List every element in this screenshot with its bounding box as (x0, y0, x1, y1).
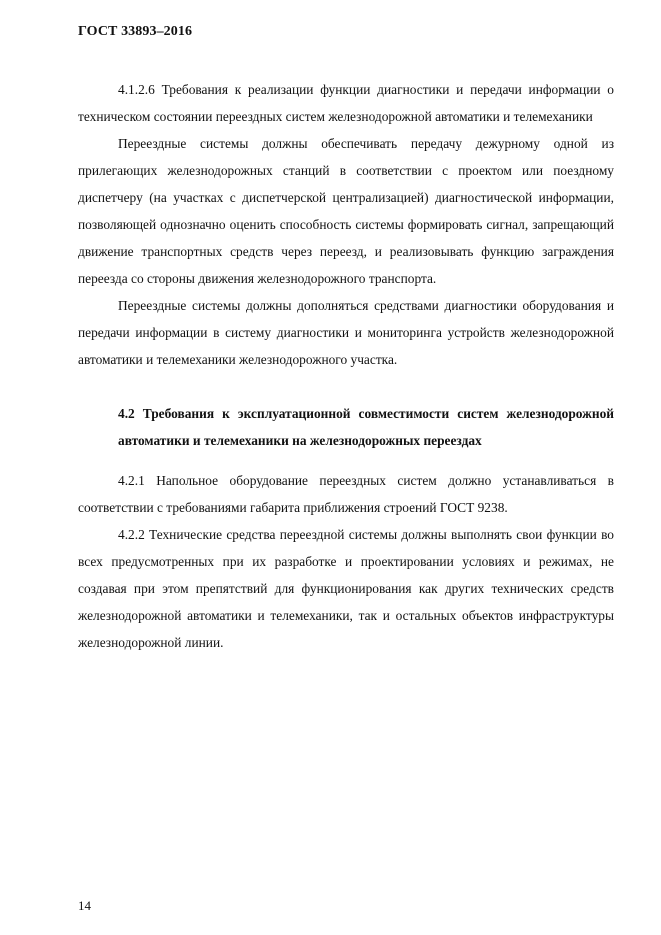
page-number: 14 (78, 898, 91, 913)
section-spacer (78, 373, 614, 400)
clause-4-2-2: 4.2.2 Технические средства переездной системы должны выполнять свои функции во всех предусмотренных при их разработке и проектировании условиях и режимах, не создавая при этом препятствий для функционирования как других технических средств железнодорожной автоматики и телемеханики, так и остальных объектов инфраструктуры железнодорожной линии. (78, 527, 614, 650)
document-header: ГОСТ 33893–2016 (78, 24, 193, 39)
section-spacer (78, 454, 614, 467)
page-body (78, 76, 614, 656)
clause-4-1-2-6-paragraph-2: Переездные системы должны дополняться средствами диагностики оборудования и передачи информации в систему диагностики и мониторинга устройств железнодорожной автоматики и телемеханики железнодорожного участка. (78, 298, 614, 367)
section-4-2-heading: 4.2 Требования к эксплуатационной совместимости систем железнодорожной автоматики и телемеханики на железнодорожных переездах (118, 406, 614, 448)
clause-4-2-1: 4.2.1 Напольное оборудование переездных систем должно устанавливаться в соответствии с требованиями габарита приближения строений ГОСТ 9238. (78, 473, 614, 515)
clause-4-1-2-6-title: 4.1.2.6 Требования к реализации функции диагностики и передачи информации о техническом состоянии переездных систем железнодорожной автоматики и телемеханики (78, 82, 614, 124)
clause-4-1-2-6-paragraph-1: Переездные системы должны обеспечивать передачу дежурному одной из прилегающих железнодорожных станций в соответствии с проектом или поездному диспетчеру (на участках с диспетчерской централизацией) диагностической информации, позволяющей однозначно оценить способность системы формировать сигнал, запрещающий движение транспортных средств через переезд, и реализовывать функцию заграждения переезда со стороны движения железнодорожного транспорта. (78, 136, 614, 286)
